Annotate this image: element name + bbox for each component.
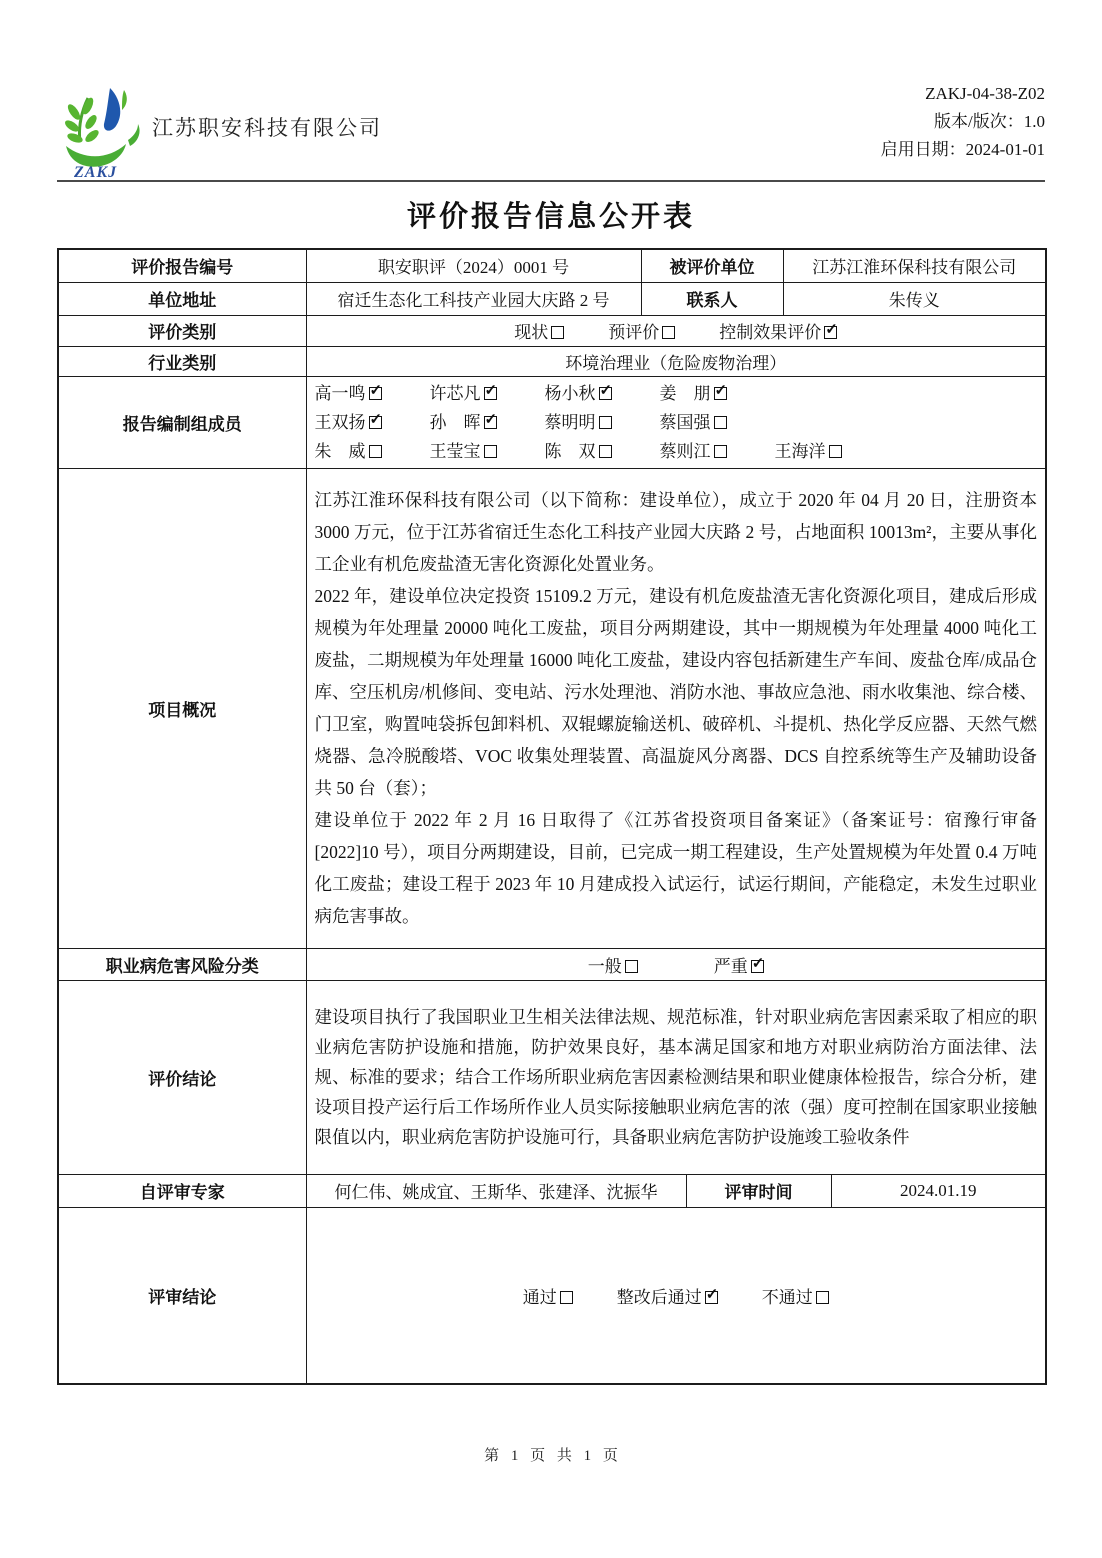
checkbox-icon bbox=[816, 1291, 829, 1304]
table-row bbox=[58, 315, 1046, 346]
doc-start-date: 启用日期：2024-01-01 bbox=[880, 140, 1045, 159]
table-row bbox=[58, 980, 1046, 1174]
review-time-label: 评审时间 bbox=[686, 1174, 831, 1207]
conclusion-text bbox=[306, 980, 1046, 1174]
team-member bbox=[545, 408, 660, 437]
report-no-value: 职安职评（2024）0001 号 bbox=[306, 249, 641, 282]
conclusion-paragraph: 建设项目执行了我国职业卫生相关法律法规、规范标准，针对职业病危害因素采取了相应的职业病危害防护设施和措施，防护效果良好，基本满足国家和地方对职业病防治方面法律、法规、标准的要求；结合工作场所职业病危害因素检测结果和职业健康体检报告，综合分析，建设项目投产运行后工作场所作业人员实际接触职业病危害的浓（强）度可控制在国家职业接触限值以内，职业病危害防护设施可行，具备职业病危害防护设施竣工验收条件 bbox=[314, 1007, 1037, 1147]
experts-label: 自评审专家 bbox=[58, 1174, 306, 1207]
contact-label: 联系人 bbox=[641, 282, 783, 315]
table-row bbox=[58, 1174, 1046, 1207]
check-option bbox=[719, 318, 837, 343]
page-number: 第 1 页 共 1 页 bbox=[484, 1448, 618, 1464]
check-option bbox=[762, 1283, 829, 1308]
review-result-label: 评审结论 bbox=[58, 1207, 306, 1384]
team-member-name: 陈 双 bbox=[544, 441, 596, 461]
overview-label: 项目概况 bbox=[58, 468, 306, 948]
checkbox-icon bbox=[551, 326, 564, 339]
review-time-value: 2024.01.19 bbox=[831, 1174, 1046, 1207]
overview-paragraph: 2022 年，建设单位决定投资 15109.2 万元，建设有机危废盐渣无害化资源化项目，建成后形成规模为年处理量 20000 吨化工废盐，项目分两期建设，其中一期规模为年处理量 4000 吨化工废盐，二期规模为年处理量 16000 吨化工废盐，建设内容包括新建生产车间、废盐仓库/成品仓库、空压机房/机修间、变电站、污水处理池、消防水池、事故应急池、雨水收集池、综合楼、门卫室，购置吨袋拆包卸料机、双辊螺旋输送机、破碎机、斗提机、热化学反应器、天然气燃烧器、急冷脱酸塔、VOC 收集处理装置、高温旋风分离器、DCS 自控系统等生产及辅助设备共 50 台（套）； bbox=[314, 586, 1037, 798]
team-member-name: 杨小秋 bbox=[544, 383, 596, 403]
checkbox-checked-icon bbox=[705, 1291, 718, 1304]
check-option bbox=[523, 1283, 573, 1308]
checkbox-checked-icon bbox=[484, 416, 497, 429]
checkbox-checked-icon bbox=[599, 387, 612, 400]
info-table bbox=[57, 248, 1047, 1385]
table-row bbox=[58, 948, 1046, 980]
table-row bbox=[58, 468, 1046, 948]
address-label: 单位地址 bbox=[58, 282, 306, 315]
checkbox-checked-icon bbox=[369, 387, 382, 400]
checkbox-checked-icon bbox=[484, 387, 497, 400]
team-member-name: 王双扬 bbox=[314, 412, 366, 432]
team-member bbox=[315, 408, 430, 437]
team-member bbox=[775, 437, 890, 466]
industry-value: 环境治理业（危险废物治理） bbox=[306, 346, 1046, 376]
check-option-label: 现状 bbox=[514, 323, 549, 342]
document-meta bbox=[881, 80, 1045, 164]
team-member-name: 蔡明明 bbox=[544, 412, 596, 432]
check-option bbox=[617, 1283, 718, 1308]
check-option bbox=[514, 318, 564, 343]
team-member-line bbox=[315, 437, 1038, 466]
check-option-label: 严重 bbox=[713, 956, 748, 976]
evaluated-unit-label: 被评价单位 bbox=[641, 249, 783, 282]
industry-label: 行业类别 bbox=[58, 346, 306, 376]
company-logo-icon bbox=[58, 84, 144, 180]
team-member bbox=[315, 379, 430, 408]
checkbox-checked-icon bbox=[714, 387, 727, 400]
checkbox-icon bbox=[599, 416, 612, 429]
check-option-label: 通过 bbox=[522, 1287, 557, 1307]
page-title: 评价报告信息公开表 bbox=[406, 201, 695, 233]
overview-paragraph: 建设单位于 2022 年 2 月 16 日取得了《江苏省投资项目备案证》（备案证号：宿豫行审备[2022]10 号），项目分两期建设，目前，已完成一期工程建设，生产处置规模为年处置 0.4 万吨化工废盐；建设工程于 2023 年 10 月建成投入试运行，试运行期间，产能稳定，未发生过职业病危害事故。 bbox=[314, 810, 1037, 926]
address-value: 宿迁生态化工科技产业园大庆路 2 号 bbox=[306, 282, 641, 315]
check-option-label: 不通过 bbox=[761, 1287, 813, 1307]
checkbox-icon bbox=[829, 445, 842, 458]
check-option-label: 控制效果评价 bbox=[719, 323, 822, 342]
overview-text bbox=[306, 468, 1046, 948]
team-member bbox=[660, 408, 775, 437]
team-member bbox=[545, 437, 660, 466]
team-members bbox=[306, 376, 1046, 468]
team-member-name: 高一鸣 bbox=[314, 383, 366, 403]
team-member bbox=[545, 379, 660, 408]
check-option bbox=[714, 952, 764, 977]
report-no-label: 评价报告编号 bbox=[58, 249, 306, 282]
evaluated-unit-value: 江苏江淮环保科技有限公司 bbox=[783, 249, 1046, 282]
checkbox-icon bbox=[484, 445, 497, 458]
team-member-name: 许芯凡 bbox=[429, 383, 481, 403]
team-member-name: 蔡国强 bbox=[659, 412, 711, 432]
checkbox-icon bbox=[560, 1291, 573, 1304]
conclusion-label: 评价结论 bbox=[58, 980, 306, 1174]
table-row bbox=[58, 346, 1046, 376]
eval-type-options bbox=[306, 315, 1046, 346]
team-member-name: 姜 朋 bbox=[659, 383, 711, 403]
team-member bbox=[430, 379, 545, 408]
table-row bbox=[58, 282, 1046, 315]
table-row bbox=[58, 1207, 1046, 1384]
checkbox-icon bbox=[714, 445, 727, 458]
check-option-label: 预评价 bbox=[608, 323, 660, 342]
checkbox-icon bbox=[662, 326, 675, 339]
doc-version: 版本/版次：1.0 bbox=[934, 112, 1045, 131]
team-member bbox=[315, 437, 430, 466]
doc-code: ZAKJ-04-38-Z02 bbox=[925, 84, 1045, 103]
contact-value: 朱传义 bbox=[783, 282, 1046, 315]
risk-options bbox=[306, 948, 1046, 980]
team-member-name: 王莹宝 bbox=[429, 441, 481, 461]
checkbox-checked-icon bbox=[751, 960, 764, 973]
team-member bbox=[660, 379, 775, 408]
checkbox-checked-icon bbox=[369, 416, 382, 429]
team-member-name: 朱 威 bbox=[314, 441, 366, 461]
checkbox-icon bbox=[625, 960, 638, 973]
experts-value: 何仁伟、姚成宜、王斯华、张建泽、沈振华 bbox=[306, 1174, 686, 1207]
team-member bbox=[660, 437, 775, 466]
svg-text:ZAKJ: ZAKJ bbox=[74, 164, 118, 180]
team-member-line bbox=[315, 379, 1038, 408]
check-option-label: 整改后通过 bbox=[616, 1287, 702, 1307]
eval-type-label: 评价类别 bbox=[58, 315, 306, 346]
team-member-line bbox=[315, 408, 1038, 437]
risk-label: 职业病危害风险分类 bbox=[58, 948, 306, 980]
check-option bbox=[588, 952, 638, 977]
team-label: 报告编制组成员 bbox=[58, 376, 306, 468]
table-row bbox=[58, 249, 1046, 282]
team-member bbox=[430, 408, 545, 437]
review-result-options bbox=[306, 1207, 1046, 1384]
company-name: 江苏职安科技有限公司 bbox=[152, 116, 382, 140]
header-divider bbox=[57, 180, 1045, 182]
team-member-name: 王海洋 bbox=[774, 441, 826, 461]
checkbox-icon bbox=[599, 445, 612, 458]
table-row bbox=[58, 376, 1046, 468]
checkbox-icon bbox=[369, 445, 382, 458]
team-member-name: 蔡则江 bbox=[659, 441, 711, 461]
check-option bbox=[608, 318, 675, 343]
check-option-label: 一般 bbox=[587, 956, 622, 976]
team-member-name: 孙 晖 bbox=[429, 412, 481, 432]
checkbox-icon bbox=[714, 416, 727, 429]
team-member bbox=[430, 437, 545, 466]
overview-paragraph: 江苏江淮环保科技有限公司（以下简称：建设单位），成立于 2020 年 04 月 20 日，注册资本 3000 万元，位于江苏省宿迁生态化工科技产业园大庆路 2 号，占地面积 10013m²，主要从事化工企业有机危废盐渣无害化资源化处置业务。 bbox=[314, 490, 1037, 574]
checkbox-checked-icon bbox=[824, 326, 837, 339]
